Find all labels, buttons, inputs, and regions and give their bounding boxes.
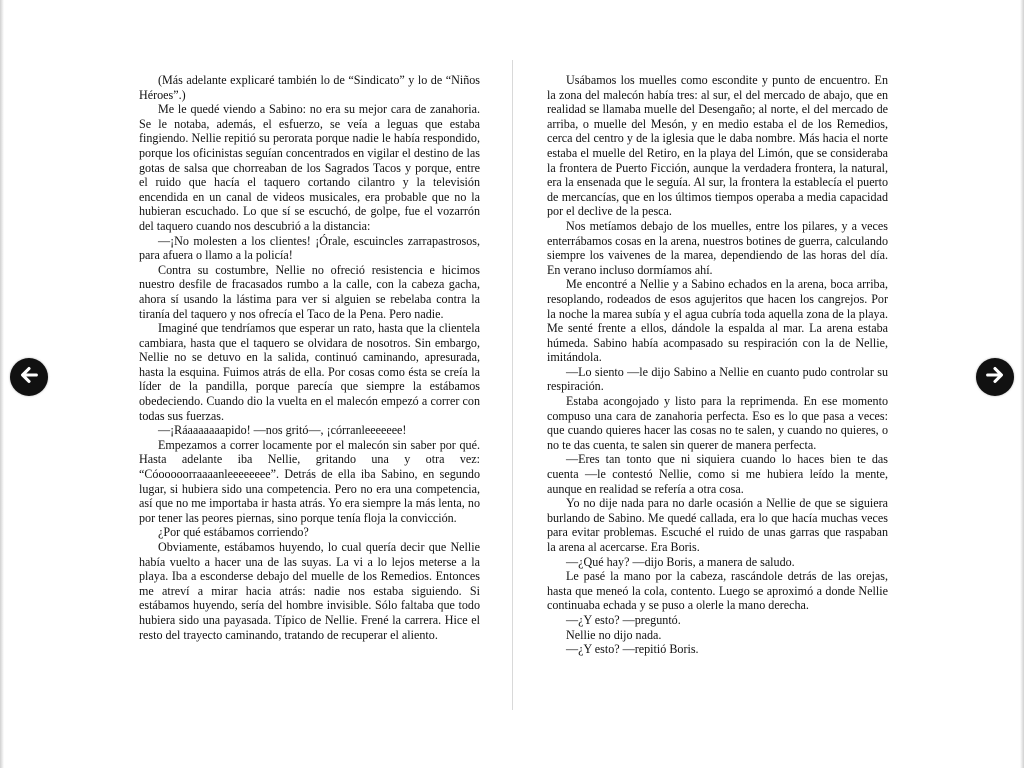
paragraph: Contra su costumbre, Nellie no ofreció resistencia e hicimos nuestro desfile de fracasados rumbo a la calle, con la cabeza gacha, ahora sí usando la lástima para ver si alguien se rebelaba contra la tiranía del taquero y nos ofrecía el Taco de la Pena. Pero nadie.: [139, 262, 480, 321]
paragraph: —¿Y esto? —preguntó.: [566, 612, 681, 627]
paragraph: —¿Qué hay? —dijo Boris, a manera de saludo.: [566, 554, 795, 569]
paragraph: Le pasé la mano por la cabeza, rascándole detrás de las orejas, hasta que meneó la cola, contento. Luego se aproximó a donde Nellie continuaba echada y se puso a olerle la mano derecha.: [547, 569, 888, 613]
paragraph: Nellie no dijo nada.: [566, 627, 662, 642]
arrow-left-icon: [18, 364, 40, 391]
paragraph: —Lo siento —le dijo Sabino a Nellie en cuanto pudo controlar su respiración.: [547, 364, 888, 394]
paragraph: Usábamos los muelles como escondite y punto de encuentro. En la zona del malecón había tres: al sur, el del mercado de abajo, que en realidad se llamaba muelle del Desengaño; al norte, el del mercado de arriba, o muelle del Mesón, y en medio estaba el de los Remedios, cerca del centro y de la iglesia que le daba nombre. Más hacia el norte estaba el muelle del Retiro, en la playa del Limón, que se consideraba la frontera de Puerto Ficción, aunque la verdadera frontera, la natural, era la ensenada que le seguía. Al sur, la frontera la establecía el puerto de mercancías, que en los últimos tiempos operaba a media capacidad por el declive de la pesca.: [547, 73, 888, 219]
next-page-button[interactable]: [976, 358, 1014, 396]
page-edge-right: [1020, 0, 1024, 768]
paragraph: Yo no dije nada para no darle ocasión a Nellie de que se siguiera burlando de Sabino. Me quedé callada, era lo que hacía muchas veces para evitar problemas. Escuché el ruido de unas garras que raspaban la arena al acercarse. Era Boris.: [547, 496, 888, 554]
paragraph: Imaginé que tendríamos que esperar un rato, hasta que la clientela cambiara, hasta que el taquero se olvidara de nosotros. Sin embargo, Nellie no se detuvo en la salida, continuó caminando, apresurada, hasta la esquina. Fuimos atrás de ella. Por cosas como ésta se creía la líder de la pandilla, porque parecía que siempre la estábamos obedeciendo. Cuando dio la vuelta en el malecón empezó a correr con todas sus fuerzas.: [139, 321, 480, 423]
paragraph: Nos metíamos debajo de los muelles, entre los pilares, y a veces enterrábamos cosas en la arena, nuestros botines de guerra, calculando siempre los vaivenes de la marea, dependiendo de las horas del día. En verano incluso dormíamos ahí.: [547, 218, 888, 277]
paragraph: —¿Y esto? —repitió Boris.: [566, 642, 699, 657]
paragraph: —¡No molesten a los clientes! ¡Órale, escuincles zarrapastrosos, para afuera o llamo a la policía!: [139, 233, 480, 263]
paragraph: Me encontré a Nellie y a Sabino echados en la arena, boca arriba, resoplando, rodeados de esos agujeritos que hacen los cangrejos. Por la noche la marea subía y el agua cubría toda aquella zona de la playa. Me senté frente a ellos, dándole la espalda al mar. La arena estaba húmeda. Sabino había acompasado su respiración con la de Nellie, imitándola.: [547, 277, 888, 365]
paragraph: —¡Ráaaaaaaapido! —nos gritó—, ¡córranleeeeeee!: [158, 423, 407, 438]
left-page: [139, 73, 480, 642]
paragraph: Estaba acongojado y listo para la reprimenda. En ese momento compuso una cara de zanahoria perfecta. Eso es lo que pasa a veces: que cuando quieres hacer las cosas no te salen, y cuando no quieres, o no te das cuenta, te salen sin querer de manera perfecta.: [547, 394, 888, 452]
paragraph: (Más adelante explicaré también lo de “Sindicato” y lo de “Niños Héroes”.): [139, 73, 480, 102]
paragraph: Me le quedé viendo a Sabino: no era su mejor cara de zanahoria. Se le notaba, además, el esfuerzo, se veía a leguas que estaba fingiendo. Nellie repitió su perorata porque nadie le había respondido, porque los oficinistas seguían concentrados en vigilar el destino de las gotas de salsa que chorreaban de los Sagrados Tacos y porque, entre el ruido que hacía el taquero cortando cilantro y la televisión encendida en un canal de videos musicales, era probable que no la hubieran escuchado. Lo que sí se escuchó, de golpe, fue el vozarrón del taquero cuando nos descubrió a la distancia:: [139, 102, 480, 233]
arrow-right-icon: [984, 364, 1006, 391]
paragraph: ¿Por qué estábamos corriendo?: [158, 525, 309, 540]
paragraph: Obviamente, estábamos huyendo, lo cual quería decir que Nellie había vuelto a hacer una de las suyas. La vi a lo lejos meterse a la playa. Iba a esconderse debajo del muelle de los Remedios. Entonces me atreví a mirar hacia atrás: nadie nos estaba siguiendo. Si estábamos huyendo, sería del hombre invisible. Sólo faltaba que todo hubiera sido una payasada. Típico de Nellie. Frené la carrera. Hice el resto del trayecto caminando, tratando de recuperar el aliento.: [139, 540, 480, 642]
paragraph: —Eres tan tonto que ni siquiera cuando lo haces bien te das cuenta —le contestó Nellie, como si me hubiera leído la mente, aunque en realidad se refería a otra cosa.: [547, 452, 888, 496]
right-page: [547, 73, 888, 657]
page-gutter: [512, 60, 513, 710]
page-edge-left: [0, 0, 4, 768]
paragraph: Empezamos a correr locamente por el malecón sin saber por qué. Hasta adelante iba Nellie, gritando una y otra vez: “Cóooooorraaaanleeeeeeee”. Detrás de ella iba Sabino, en segundo lugar, si hubiera sido una competencia. Pero no era una competencia, así que no me importaba ir hasta atrás. Yo era siempre la más lenta, no por tener las peores piernas, sino porque tenía floja la convicción.: [139, 437, 480, 525]
previous-page-button[interactable]: [10, 358, 48, 396]
